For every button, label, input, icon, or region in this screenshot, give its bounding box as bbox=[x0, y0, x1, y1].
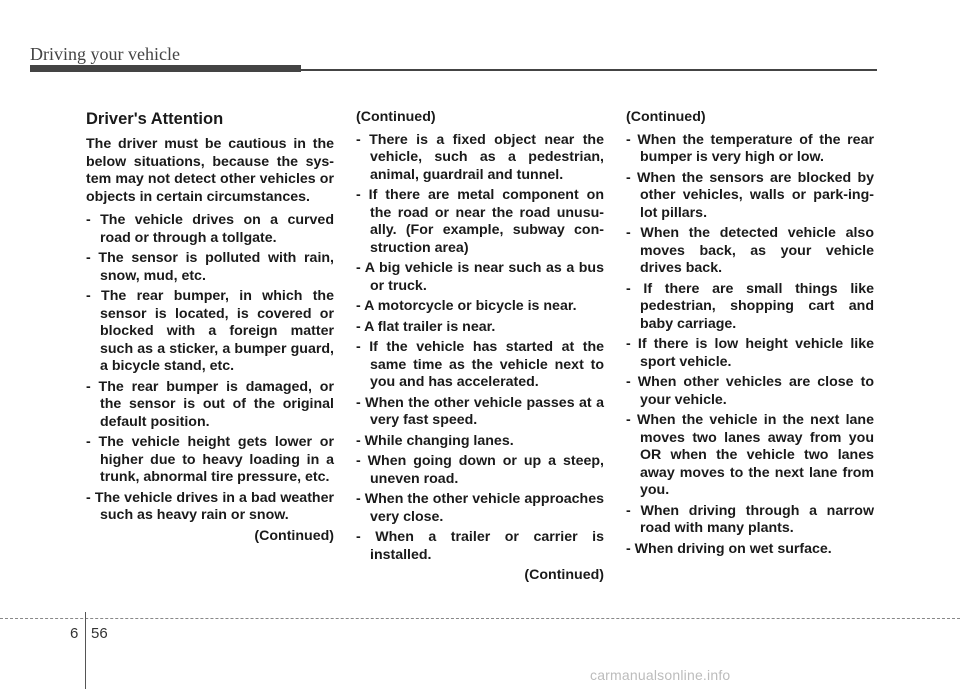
list-item: - A motorcycle or bicycle is near. bbox=[356, 298, 577, 314]
continued-label: (Continued) bbox=[626, 109, 706, 125]
list-item: - A flat trailer is near. bbox=[356, 318, 496, 335]
list-item: - The rear bumper is damaged, or the sensor is out of the original default position. bbox=[86, 378, 334, 430]
list-item: - When the other vehicle passes at a very fast speed. bbox=[356, 394, 604, 428]
continued-label: (Continued) bbox=[356, 109, 436, 125]
list-item: - When the other vehicle approaches very close. bbox=[356, 491, 604, 525]
list-item: - When the temperature of the rear bumper is very high or low. bbox=[626, 131, 874, 165]
intro-paragraph: The driver must be cautious in the below situations, because the sys-tem may not detect other vehicles or objects in certain circumstances. bbox=[86, 136, 334, 205]
header-rule-thick bbox=[30, 65, 301, 72]
list-item: - When driving through a narrow road with many plants. bbox=[626, 502, 874, 536]
footer-divider bbox=[0, 618, 960, 619]
section-header-title: Driving your vehicle bbox=[30, 44, 180, 64]
list-item: - When a trailer or carrier is installed. bbox=[356, 529, 604, 563]
list-item: - The sensor is polluted with rain, snow, mud, etc. bbox=[86, 250, 334, 284]
continued-label: (Continued) bbox=[254, 527, 334, 544]
watermark: carmanualsonline.info bbox=[590, 667, 731, 683]
continued-label: (Continued) bbox=[524, 567, 604, 583]
list-item: - When the sensors are blocked by other vehicles, walls or park-ing-lot pillars. bbox=[626, 169, 874, 221]
chapter-number: 6 bbox=[70, 625, 79, 642]
list-item: - The vehicle height gets lower or higher due to heavy loading in a trunk, abnormal tire pressure, etc. bbox=[86, 434, 334, 485]
list-item: - The rear bumper, in which the sensor is located, is covered or blocked with a foreign matter such as a sticker, a bumper guard, a bicycle stand, etc. bbox=[86, 288, 334, 374]
list-item: - When going down or up a steep, uneven road. bbox=[356, 453, 604, 487]
list-item: - If the vehicle has started at the same time as the vehicle next to you and has accelerated. bbox=[356, 339, 604, 390]
list-item: - The vehicle drives in a bad weather such as heavy rain or snow. bbox=[86, 489, 334, 523]
list-item: - The vehicle drives on a curved road or through a tollgate. bbox=[86, 212, 334, 246]
list-item: - When the detected vehicle also moves back, as your vehicle drives back. bbox=[626, 225, 874, 276]
list-item: - There is a fixed object near the vehicle, such as a pedestrian, animal, guardrail and tunnel. bbox=[356, 131, 604, 183]
header-rule-thin bbox=[301, 69, 877, 71]
list-item: - A big vehicle is near such as a bus or truck. bbox=[356, 260, 604, 294]
situation-list bbox=[86, 212, 334, 525]
list-item: - If there are small things like pedestrian, shopping cart and baby carriage. bbox=[626, 280, 874, 332]
list-item: - When driving on wet surface. bbox=[626, 540, 832, 557]
page-number: 56 bbox=[91, 625, 108, 642]
list-item: - When the vehicle in the next lane moves two lanes away from you OR when the vehicle two lanes away moves to the next lane from you. bbox=[626, 412, 874, 498]
list-item: - If there are metal component on the road or near the road unusu-ally. (For example, subway con-struction area) bbox=[356, 187, 604, 256]
situation-list bbox=[356, 132, 604, 565]
section-title: Driver's Attention bbox=[86, 110, 224, 128]
column-middle bbox=[356, 109, 604, 585]
list-item: - While changing lanes. bbox=[356, 432, 514, 449]
situation-list bbox=[626, 132, 874, 559]
page-number-divider bbox=[85, 612, 86, 689]
column-left bbox=[86, 109, 334, 545]
column-right bbox=[626, 109, 874, 561]
list-item: - When other vehicles are close to your vehicle. bbox=[626, 374, 874, 408]
list-item: - If there is low height vehicle like sport vehicle. bbox=[626, 336, 874, 370]
